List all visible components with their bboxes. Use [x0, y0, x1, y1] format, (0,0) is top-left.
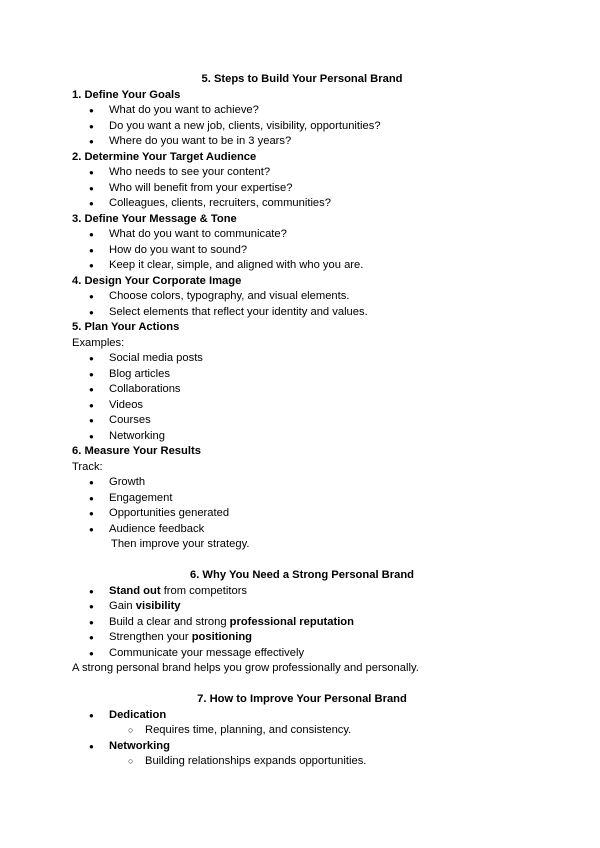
bold-phrase: Stand out [109, 584, 161, 597]
audience-heading: 2. Determine Your Target Audience [72, 150, 257, 163]
list-item [72, 630, 532, 646]
list-item: ● Growth [72, 475, 532, 491]
item-text: Strengthen your [109, 631, 192, 643]
list-item: ● Who will benefit from your expertise? [72, 181, 532, 197]
list-item: ● Audience feedback [72, 522, 532, 538]
image-heading: 4. Design Your Corporate Image [72, 274, 242, 287]
section6-title: 6. Why You Need a Strong Personal Brand [189, 569, 414, 581]
results-heading: 6. Measure Your Results [72, 445, 201, 457]
section5-title: 5. Steps to Build Your Personal Brand [201, 73, 403, 85]
list-item: ● Videos [72, 398, 532, 414]
list-item: ● Engagement [72, 491, 532, 507]
list-item: ● Networking [72, 739, 532, 755]
list-item: ● Choose colors, typography, and visual elements. [72, 289, 532, 305]
item-text: Gain [109, 600, 136, 612]
results-intro: Track: [72, 460, 103, 473]
bold-phrase: positioning [191, 631, 252, 643]
actions-heading: 5. Plan Your Actions [72, 321, 180, 333]
bold-phrase: professional reputation [229, 615, 354, 628]
list-item [72, 599, 532, 615]
list-item: ● Colleagues, clients, recruiters, communities? [72, 196, 532, 212]
sub-list-item: ○ Building relationships expands opportunities. [72, 754, 532, 770]
list-item: ● Blog articles [72, 367, 532, 383]
results-note: Then improve your strategy. [111, 538, 250, 550]
list-item: ● What do you want to achieve? [72, 103, 532, 119]
list-item: ● How do you want to sound? [72, 243, 532, 259]
list-item: ● Communicate your message effectively [72, 646, 532, 662]
list-item: ● Opportunities generated [72, 506, 532, 522]
sub-list-item: ○ Requires time, planning, and consistency. [72, 723, 532, 739]
list-item: ● Collaborations [72, 382, 532, 398]
list-item: ● Who needs to see your content? [72, 165, 532, 181]
section6-summary: A strong personal brand helps you grow professionally and personally. [72, 662, 419, 674]
list-item: ● Dedication [72, 708, 532, 724]
list-item: ● Networking [72, 429, 532, 445]
item-text: from competitors [160, 584, 248, 597]
message-heading: 3. Define Your Message & Tone [72, 212, 237, 225]
list-item [72, 615, 532, 631]
item-text: Build a clear and strong [109, 615, 230, 628]
section7-title: 7. How to Improve Your Personal Brand [197, 693, 407, 705]
list-item: ● Social media posts [72, 351, 532, 367]
list-item [72, 584, 532, 600]
goals-heading: 1. Define Your Goals [72, 88, 181, 101]
list-item: ● What do you want to communicate? [72, 227, 532, 243]
document-page [72, 72, 532, 770]
actions-intro: Examples: [72, 336, 125, 349]
list-item: ● Select elements that reflect your identity and values. [72, 305, 532, 321]
list-item: ● Courses [72, 413, 532, 429]
spacer [72, 553, 532, 569]
bold-phrase: visibility [135, 600, 181, 612]
list-item: ● Keep it clear, simple, and aligned with who you are. [72, 258, 532, 274]
list-item: ● Where do you want to be in 3 years? [72, 134, 532, 150]
list-item: ● Do you want a new job, clients, visibility, opportunities? [72, 119, 532, 135]
spacer [72, 677, 532, 693]
